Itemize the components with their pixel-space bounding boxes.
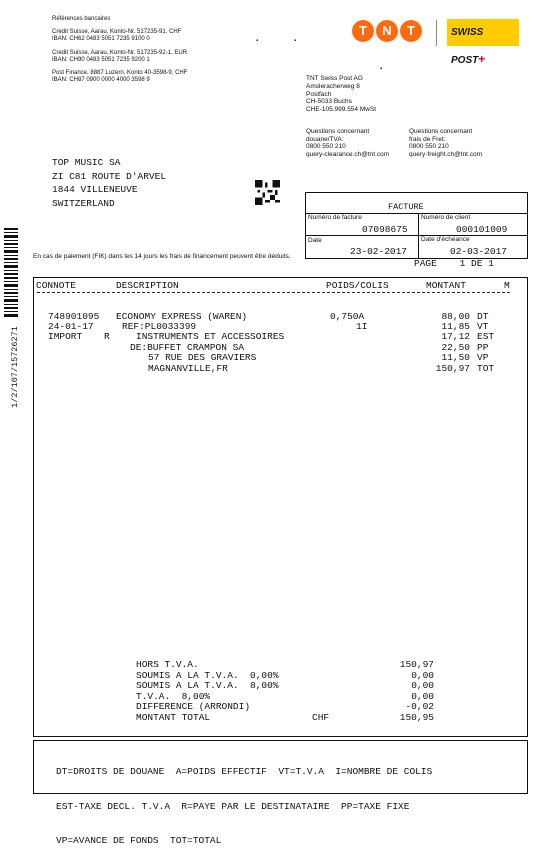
- bank-line: IBAN: CH62 0483 5051 7235 9100 0: [52, 36, 150, 43]
- legend-line: VP=AVANCE DE FONDS TOT=TOTAL: [56, 835, 222, 846]
- bank-references: [52, 16, 242, 84]
- scan-mark: ▪: [256, 38, 259, 44]
- invoice-number: 07098675: [362, 224, 408, 235]
- totals-total-label: MONTANT TOTAL: [136, 712, 211, 723]
- totals-soumis2-value: 0,00: [411, 680, 434, 691]
- fik-note: En cas de paiement (FIK) dans les 14 jours les frais de financement peuvent être déduits.: [33, 253, 291, 260]
- contact-line: frais de Fret:: [409, 135, 446, 143]
- header-divider: [37, 292, 510, 293]
- contact-customs: [306, 128, 389, 158]
- invoice-title: FACTURE: [388, 202, 424, 212]
- col-amount: MONTANT: [426, 280, 466, 291]
- shipment-connote: 748901095: [48, 311, 100, 322]
- totals-hors-label: HORS T.V.A.: [136, 659, 199, 670]
- totals-diff-label: DIFFERENCE (ARRONDI): [136, 701, 251, 712]
- totals-soumis1-value: 0,00: [411, 670, 434, 681]
- charge-code: DT: [477, 311, 489, 322]
- recipient-address: [52, 156, 166, 210]
- recipient-line: TOP MUSIC SA: [52, 157, 121, 168]
- sender-line: TNT Swiss Post AG: [306, 75, 363, 82]
- totals-diff-value: -0,02: [405, 701, 434, 712]
- totals-tva-value: 0,00: [411, 691, 434, 702]
- document-id: 1/2/107/15726271: [10, 326, 20, 408]
- charge-amount: 11,85: [441, 321, 470, 332]
- charge-code: TOT: [477, 363, 495, 374]
- contact-line: Questions concernant: [306, 128, 370, 135]
- scan-mark: ▪: [294, 38, 297, 44]
- shipment-ref: REF:PL0033399: [122, 321, 197, 332]
- totals-tva-label: T.V.A. 8,00%: [136, 691, 211, 702]
- swiss-post-logo: [447, 19, 519, 66]
- shipment-weight: 0,750A: [330, 311, 365, 322]
- tnt-letter: N: [376, 20, 398, 42]
- shipment-date: 24-01-17: [48, 321, 94, 332]
- col-connote: CONNOTE: [36, 280, 76, 291]
- client-number-label: Numéro de client: [421, 214, 471, 221]
- charge-amount: 17,12: [441, 331, 470, 342]
- charge-code: VP: [477, 352, 489, 363]
- client-number: 000101009: [456, 224, 508, 235]
- bank-line: IBAN: CH87 0900 0000 4000 3598 9: [52, 77, 150, 84]
- col-description: DESCRIPTION: [116, 280, 179, 291]
- sender-address: [306, 75, 376, 114]
- bank-line: Credit Suisse, Aarau, Konto-Nr. 517235-91, CHF: [52, 29, 182, 36]
- charge-amount: 11,50: [441, 352, 470, 363]
- recipient-line: 1844 VILLENEUVE: [52, 184, 138, 195]
- legend: [56, 743, 432, 858]
- due-date-label: Date d'échéance: [421, 236, 470, 243]
- bank-line: Credit Suisse, Aarau, Konto-Nr. 517235-92-1, EUR: [52, 49, 188, 56]
- contact-freight: [409, 128, 482, 158]
- charge-code: VT: [477, 321, 489, 332]
- legend-line: DT=DROITS DE DOUANE A=POIDS EFFECTIF VT=T.V.A I=NOMBRE DE COLIS: [56, 766, 433, 777]
- sender-line: Amsleracherweg 8: [306, 82, 360, 90]
- recipient-line: ZI C81 ROUTE D'ARVEL: [52, 170, 167, 182]
- col-m: M: [504, 280, 510, 291]
- swiss-cross-icon: +: [478, 52, 486, 66]
- due-date: 02-03-2017: [450, 246, 508, 257]
- bank-line: Post Finance, 8887 Luzern, Konto 40-3598-9, CHF: [52, 70, 188, 77]
- qr-code-icon: [255, 180, 280, 205]
- charge-amount: 22,50: [441, 342, 470, 353]
- scan-mark: ▪: [380, 66, 383, 72]
- bank-line: IBAN: CH90 0483 5051 7235 9200 1: [52, 56, 150, 63]
- page-indicator: PAGE 1 DE 1: [414, 258, 494, 269]
- invoice-date: 23-02-2017: [350, 246, 408, 257]
- contact-email[interactable]: query-clearance.ch@tnt.com: [306, 150, 390, 158]
- totals-soumis2-label: SOUMIS A LA T.V.A. 8,00%: [136, 680, 279, 691]
- shipment-goods: INSTRUMENTS ET ACCESSOIRES: [136, 331, 285, 342]
- shipment-type: IMPORT: [48, 331, 83, 342]
- invoice-box: [305, 192, 528, 259]
- charge-code: PP: [477, 342, 489, 353]
- shipment-pieces: 1I: [356, 321, 368, 332]
- totals-soumis1-label: SOUMIS A LA T.V.A. 0,00%: [136, 670, 279, 681]
- barcode-icon: [4, 228, 18, 318]
- shipment-city: MAGNANVILLE,FR: [148, 363, 228, 374]
- contact-phone: 0800 550 210: [409, 143, 449, 151]
- totals-total-value: 150,95: [399, 712, 434, 723]
- date-label: Date: [308, 237, 322, 244]
- col-weight: POIDS/COLIS: [326, 280, 389, 291]
- charge-code: EST: [477, 331, 495, 342]
- contact-phone: 0800 550 210: [306, 143, 346, 151]
- contact-email[interactable]: query-freight.ch@tnt.com: [409, 150, 483, 158]
- sender-line: CH-5033 Buchs: [306, 98, 352, 106]
- charge-amount-total: 150,97: [435, 363, 470, 374]
- recipient-line: SWITZERLAND: [52, 197, 115, 209]
- shipment-from: DE:BUFFET CRAMPON SA: [130, 342, 245, 353]
- sender-line: CHE-105.999.554 MwSt: [306, 106, 377, 114]
- shipment-service: ECONOMY EXPRESS (WAREN): [116, 311, 248, 322]
- legend-line: EST-TAXE DECL. T.V.A R=PAYE PAR LE DESTINATAIRE PP=TAXE FIXE: [56, 800, 410, 812]
- invoice-number-label: Numéro de facture: [308, 214, 362, 221]
- tnt-letter: T: [352, 20, 374, 42]
- logo-divider: [436, 20, 437, 46]
- shipment-street: 57 RUE DES GRAVIERS: [148, 352, 257, 363]
- tnt-logo: [352, 20, 422, 42]
- charge-amount: 88,00: [441, 311, 470, 322]
- contact-line: Questions concernant: [409, 128, 473, 135]
- totals-currency: CHF: [312, 712, 330, 723]
- sender-line: Postfach: [306, 90, 332, 98]
- swiss-post-text: SWISS POST: [451, 27, 484, 66]
- totals-hors-value: 150,97: [399, 659, 434, 670]
- contact-line: douane/TVA:: [306, 135, 344, 143]
- bank-title: Références bancaires: [52, 16, 111, 22]
- shipment-type-flag: R: [104, 331, 110, 342]
- tnt-letter: T: [400, 20, 422, 42]
